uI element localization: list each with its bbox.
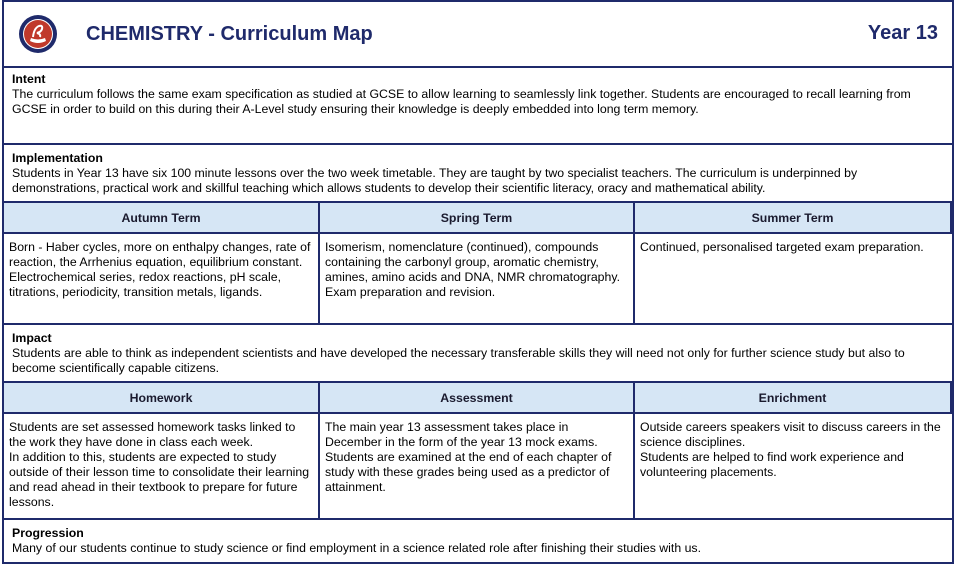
spring-term-header: Spring Term [320, 203, 635, 234]
progression-section [2, 520, 954, 564]
homework-text: Students are set assessed homework tasks linked to the work they have done in class each week. [9, 420, 296, 449]
progression-heading: Progression [12, 526, 84, 540]
year-label: Year 13 [867, 22, 938, 44]
spring-term-revision: Exam preparation and revision. [325, 285, 496, 299]
summer-term-header: Summer Term [635, 203, 952, 234]
implementation-heading: Implementation [12, 151, 103, 165]
curriculum-map [2, 0, 954, 564]
summer-term-text: Continued, personalised targeted exam preparation. [640, 240, 924, 254]
intent-heading: Intent [12, 72, 46, 86]
impact-text: Students are able to think as independent scientists and have developed the necessary transferable skills they will need not only for further science study but also to become scientifically capable citizens. [12, 346, 905, 375]
homework-text-extra: In addition to this, students are expected to study outside of their lesson time to consolidate their learning and read ahead in their textbook to prepare for future lessons. [9, 450, 310, 509]
impact-section [2, 325, 954, 383]
autumn-term-text: Born - Haber cycles, more on enthalpy changes, rate of reaction, the Arrhenius equation, equilibrium constant. Electrochemical series, redox reactions, pH scale, titrations, periodicity, transition metals, ligands. [9, 240, 311, 299]
enrichment-header: Enrichment [635, 383, 952, 414]
implementation-section [2, 145, 954, 203]
assessment-text-extra: Students are examined at the end of each chapter of study with these grades being used as a predictor of attainment. [325, 450, 612, 494]
progression-text: Many of our students continue to study science or find employment in a science related role after finishing their studies with us. [12, 541, 701, 555]
page-header [2, 0, 954, 68]
enrichment-text: Outside careers speakers visit to discuss careers in the science disciplines. [640, 420, 941, 449]
autumn-term-content [4, 234, 320, 325]
homework-content [4, 414, 320, 520]
autumn-term-header: Autumn Term [4, 203, 320, 234]
enrichment-content [635, 414, 952, 520]
extras-table [2, 383, 954, 520]
enrichment-text-extra: Students are helped to find work experience and volunteering placements. [640, 450, 904, 479]
page-title: CHEMISTRY - Curriculum Map [86, 22, 373, 45]
spring-term-text: Isomerism, nomenclature (continued), compounds containing the carbonyl group, aromatic chemistry, amines, amino acids and DNA, NMR chromatography. [325, 240, 621, 284]
impact-heading: Impact [12, 331, 52, 345]
assessment-header: Assessment [320, 383, 635, 414]
summer-term-content [635, 234, 952, 325]
school-crest-icon [18, 14, 58, 54]
homework-header: Homework [4, 383, 320, 414]
intent-section [2, 68, 954, 145]
intent-text: The curriculum follows the same exam specification as studied at GCSE to allow learning to seamlessly link together. Students are encouraged to recall learning from GCSE in order to build on this during their A-Level study ensuring their knowledge is deeply embedded into long term memory. [12, 87, 911, 116]
assessment-content [320, 414, 635, 520]
spring-term-content [320, 234, 635, 325]
terms-table [2, 203, 954, 325]
implementation-text: Students in Year 13 have six 100 minute lessons over the two week timetable. They are taught by two specialist teachers. The curriculum is underpinned by demonstrations, practical work and skillful teaching which allows students to develop their scientific literacy, oracy and mathematical ability. [12, 166, 858, 195]
assessment-text: The main year 13 assessment takes place in December in the form of the year 13 mock exams. [325, 420, 598, 449]
